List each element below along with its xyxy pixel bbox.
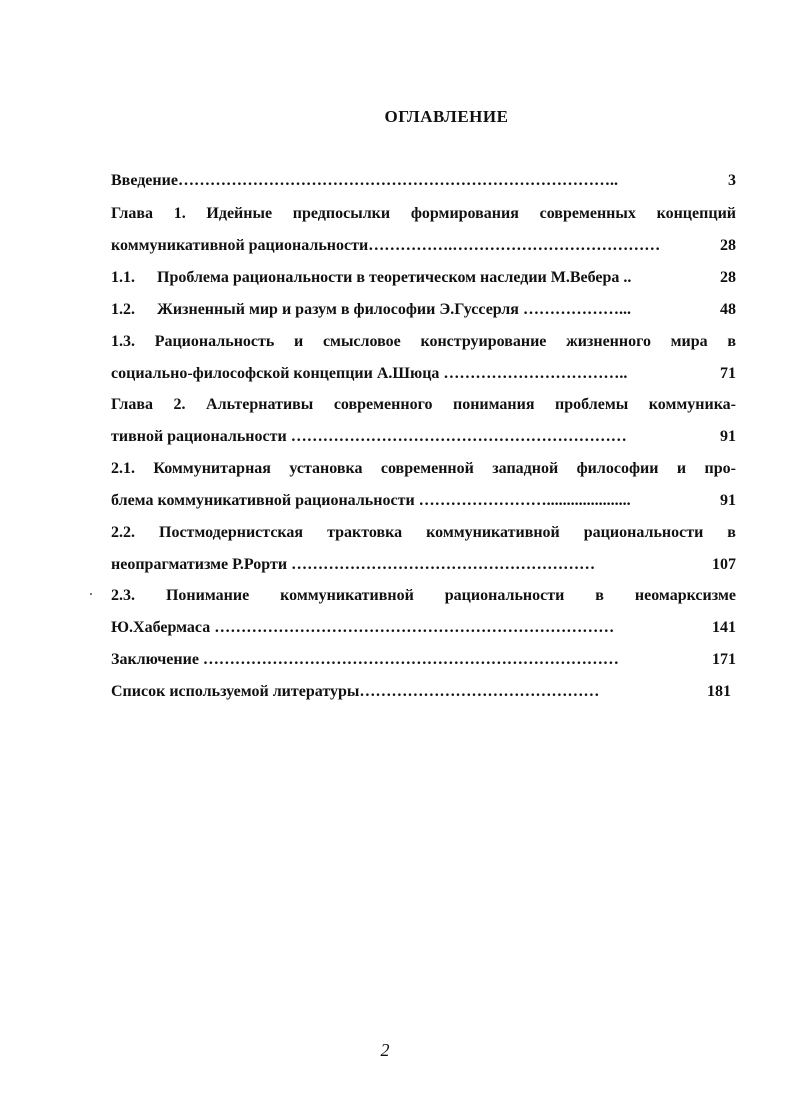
toc-entry-section-2-1-cont[interactable]: блема коммуникативной рациональности ……………………..................... 91 xyxy=(111,489,736,513)
toc-page-number: 48 xyxy=(720,301,736,318)
toc-entry-chapter-1-cont[interactable]: коммуникативной рациональности …………….………………………………… 28 xyxy=(111,234,736,258)
section-number: 1.1. xyxy=(111,269,135,286)
toc-entry-conclusion[interactable]: Заключение …………………………………………………………………… 171 xyxy=(111,648,736,672)
toc-page-number: 107 xyxy=(712,556,736,573)
toc-entry-chapter-1[interactable]: Глава 1. Идейные предпосылки формирования современных концепций xyxy=(111,205,736,222)
toc-page-number: 71 xyxy=(720,365,736,382)
toc-page-number: 91 xyxy=(720,428,736,445)
toc-entry-section-1-3-cont[interactable]: социально-философской концепции А.Шюца …………………………….. 71 xyxy=(111,362,736,386)
toc-page-number: 28 xyxy=(720,237,736,254)
toc-entry-section-2-3[interactable]: 2.3. Понимание коммуникативной рациональности в неомарксизме xyxy=(111,587,736,604)
toc-entry-section-1-2[interactable]: 1.2. Жизненный мир и разум в философии Э.Гуссерля ………………... 48 xyxy=(111,298,736,322)
toc-entry-chapter-2[interactable]: Глава 2. Альтернативы современного понимания проблемы коммуника- xyxy=(111,396,736,413)
toc-entry-section-2-3-cont[interactable]: Ю.Хабермаса ………………………………………………………………… 141 xyxy=(111,616,736,640)
toc-entry-introduction[interactable]: Введение ……………………………………………………………………….. 3 xyxy=(111,169,736,193)
toc-page-number: 28 xyxy=(720,269,736,286)
toc-entry-section-1-3[interactable]: 1.3. Рациональность и смысловое конструирование жизненного мира в xyxy=(111,333,736,350)
toc-entry-section-2-2[interactable]: 2.2. Постмодернистская трактовка коммуникативной рациональности в xyxy=(111,524,736,541)
toc-page-number: 171 xyxy=(712,651,736,668)
toc-page-number: 141 xyxy=(712,619,736,636)
toc-page-number: 91 xyxy=(720,492,736,509)
page-number: 2 xyxy=(380,1040,390,1060)
section-number: 1.2. xyxy=(111,301,135,318)
toc-entry-chapter-2-cont[interactable]: тивной рациональности ……………………………………………………… 91 xyxy=(111,425,736,449)
toc-title: ОГЛАВЛЕНИЕ xyxy=(384,107,509,126)
toc-page-number: 181 xyxy=(707,683,731,700)
toc-entry-references[interactable]: Список используемой литературы ……………………………………… 181 xyxy=(111,680,731,704)
toc-entry-section-2-1[interactable]: 2.1. Коммунитарная установка современной западной философии и про- xyxy=(111,460,736,477)
toc-entry-section-1-1[interactable]: 1.1. Проблема рациональности в теоретическом наследии М.Вебера .. 28 xyxy=(111,266,736,290)
toc-entry-section-2-2-cont[interactable]: неопрагматизме Р.Рорти ………………………………………………… 107 xyxy=(111,553,736,577)
scan-speck xyxy=(90,593,92,595)
toc-page-number: 3 xyxy=(728,172,736,189)
